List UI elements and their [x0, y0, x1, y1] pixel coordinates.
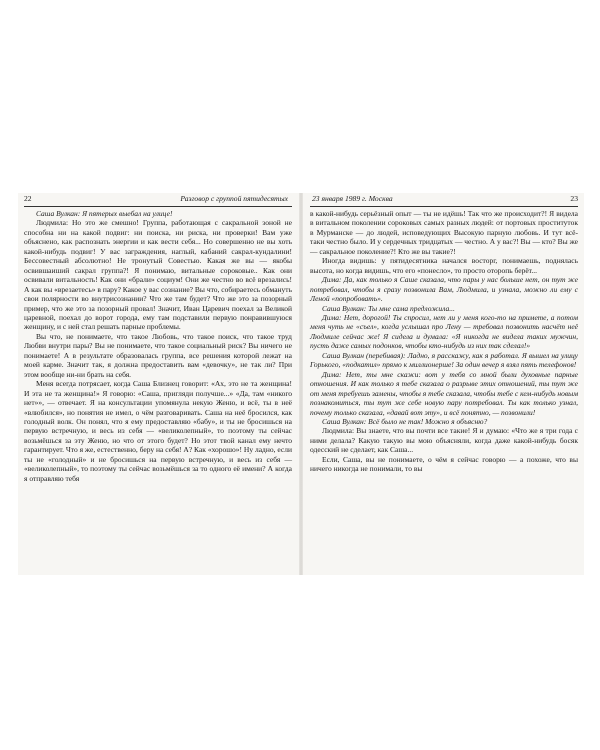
left-page-header	[24, 193, 292, 205]
text-paragraph: Меня всегда потрясает, когда Саша Близнец говорит: «Ах, это не та женщина! И эта не та женщина!» Я говорю: «Саша, пригляди получше...» «Да, там «никого нет»», — отвечает. Я на консультации упомянула некую Женю, и всё, ты в неё «влюбился», но понятия не имел, о чём разговаривать. Саша на неё бросился, как голодный волк. Он понял, что я ему предоставляю «бабу», и ты не бросишься на первую встречную, и весь из себя — «великолепный», то поэтому ты сейчас возьмёшься за эту Женю, но что от этого будет? Но этот твой канал ему нечто гарантирует. Что я же, естественно, беру на себя! А? Как «хорошо»! Ну ладно, если ты не «голодный» и не бросишься на первую встречную, и весь из себя — «великолепный», то поэтому ты сейчас возьмёшься за то одного её имени? А когда я отправляю тебя	[24, 379, 292, 483]
dialogue-paragraph: Саша Вулкан (перебивая): Ладно, я расскажу, как я работал. Я вышел на улицу Горького, «подкатил» прямо к миллионерше! За один вечер я взял пять телефонов!	[310, 350, 578, 370]
dialogue-paragraph: Саша Вулкан: Я пятерых выебал на улице!	[36, 209, 173, 218]
header-rule	[24, 206, 292, 207]
text-paragraph: Если, Саша, вы не понимаете, о чём я сейчас говорю — а похоже, что вы ничего никогда не понимали, то вы	[310, 454, 578, 474]
right-page-header	[310, 193, 578, 205]
dialogue-paragraph: Саша Вулкан: Всё было не так! Можно я объясню?	[322, 416, 488, 426]
book-spread	[18, 193, 584, 575]
left-page-body	[24, 209, 292, 483]
page-number: 22	[24, 194, 32, 203]
text-paragraph: Вы что, не понимаете, что такое Любовь, что такое поиск, что такое труд Любви внутри пары? Вы не понимаете, что такое социальный риск? Вы ничего не понимаете! А в результате образовалась группа, все решения которой лежат на моей карме. Значит так, я должна предоставить вам «девочку», не так ли? При этом вообще ни-ни брать на себя.	[24, 331, 292, 379]
header-rule	[310, 206, 578, 207]
dialogue-paragraph: Саша Вулкан: Ты мне сама предложила...	[322, 303, 455, 313]
text-paragraph: Людмила: Вы знаете, что вы почти все такие! Я и думаю: «Что же я три года с ними делала? Какую такую вы мою объясняли, когда даже какой-нибудь босяк одесский не сделает, как Саша...	[310, 426, 578, 455]
left-page	[24, 193, 292, 575]
dialogue-paragraph: Дима: Да, как только я Саше сказала, что пары у нас больше нет, он тут же потребовал, чтобы я сразу позвонила Вам, Людмила, и узнала, можно ли ему с Леной «попробовать».	[310, 275, 578, 304]
running-head: 23 января 1989 г. Москва	[312, 194, 393, 203]
dialogue-paragraph: Дима: Нет, дорогой! Ты спросил, нет ли у меня кого-то на примете, а потом меня чуть не «съел», когда услышал про Лену — требовал позвонить насчёт неё Людмиле сейчас же! Я сидела и думала: «Я никогда не видела таких мужчин, пусть даже самых подонков, чтобы кто-нибудь из них так сделал!»	[310, 312, 578, 351]
book-gutter	[299, 193, 303, 575]
running-head: Разговор с группой пятидесятых	[180, 194, 288, 203]
page-number: 23	[570, 194, 578, 203]
text-paragraph: в какой-нибудь серьёзный опыт — ты не идёшь! Так что же происходит?! Я видела в витальном поколении сороковых самых разных людей: от портовых проституток в Мурманске — до людей, исповедующих Высокую парную любовь. И тут всё-таки честно было. И у сердечных тридцатых — честно. А у вас?! Вы — кто? Вы же — сакральное поколение?! Кто же вы такие?!	[310, 209, 578, 256]
right-page-body	[310, 209, 578, 474]
text-paragraph: Людмила: Но это же смешно! Группа, работающая с сакральной зоной не способна ни на какой подвиг: ни поиска, ни риска, ни проверки! Вам уже объяснено, как распознать энергии и как вести себя... Но совершенно не вы хоть какой-нибудь подвиг! У вас заграждения, наглый, кабаний сакрал-кундалини! Бессовестный абсолютно! Не тронутый Совестью. Какая же вы — якобы освившаиший сакрал группа?! Я понимаю, витальные сороковые.. Как они освивали витальность! Как они «брали» социум! Они же честно во всё врезались! А как вы «врезаетесь» в пару? Какое у вас сознание? Вы что, собираетесь обмануть свои полярности во внутрисознании? Что же там будет? Что же это за позорный пример, что же это за позорный провал! Значит, Иван Царевич поехал за Великой царевной, поехал до ворот города, ему там подставили первую понравившуюся женщину, и с ней стал решать парные проблемы.	[24, 218, 292, 332]
right-page	[310, 193, 578, 575]
dialogue-paragraph: Дима: Нет, ты мне скажи: вот у тебя со мной были духовные парные отношения. И как только я тебе сказала о разрыве этих отношений, ты тут же от меня требуешь замены, чтобы я тебе сказала, чтобы тебе с кем-нибудь новым познакомиться, ты тут же себе новую пару потребовал. Ты как только узнал, почему только сказала, «давай вот эту», и всё понятно, — позвонили!	[310, 369, 578, 417]
text-paragraph: Иногда видишь: у пятидесятника начался восторг, понимаешь, поднялась высота, но когда видишь, что его «понесло», то просто оторопь берёт...	[310, 256, 578, 275]
